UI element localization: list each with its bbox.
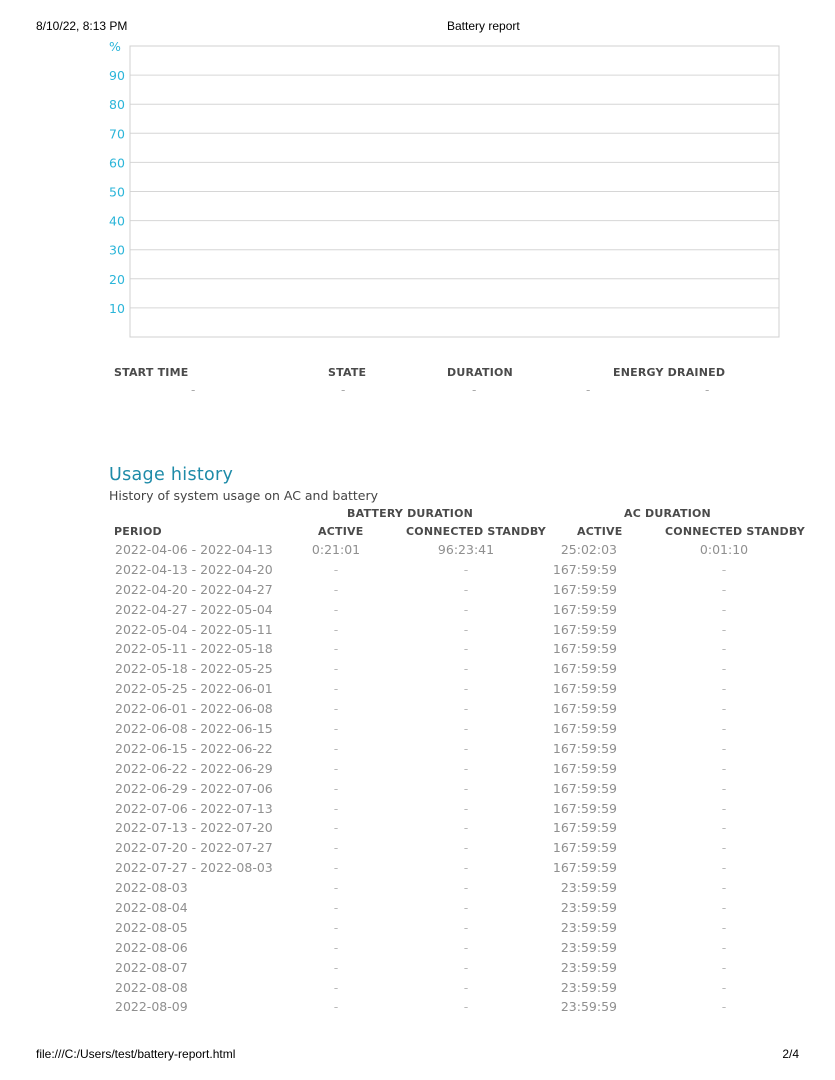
battery-active-cell: -	[333, 561, 339, 577]
ac-active-cell: 23:59:59	[560, 959, 617, 975]
period-cell: 2022-06-22 - 2022-06-29	[115, 760, 273, 776]
ac-standby-cell: -	[721, 701, 727, 717]
ac-standby-cell: -	[721, 621, 727, 637]
period-cell: 2022-08-08	[115, 979, 188, 995]
battery-active-cell: -	[333, 780, 339, 796]
battery-standby-cell: -	[463, 919, 469, 935]
ac-standby-cell: -	[721, 780, 727, 796]
battery-active-cell: -	[333, 959, 339, 975]
battery-active-cell: -	[333, 820, 339, 836]
ac-active-cell: 23:59:59	[560, 979, 617, 995]
table-row	[0, 779, 835, 799]
y-tick-label: 90	[109, 68, 125, 84]
usage-history-title: Usage history	[109, 465, 234, 485]
ac-duration-group: AC DURATION	[624, 507, 711, 520]
drain-cell: -	[705, 383, 710, 397]
battery-active-cell: -	[333, 740, 339, 756]
table-row	[0, 540, 835, 560]
period-cell: 2022-07-27 - 2022-08-03	[115, 860, 273, 876]
battery-standby-cell: -	[463, 979, 469, 995]
table-row	[0, 739, 835, 759]
period-cell: 2022-06-01 - 2022-06-08	[115, 701, 273, 717]
battery-standby-cell: -	[463, 900, 469, 916]
period-cell: 2022-04-06 - 2022-04-13	[115, 542, 273, 557]
ac-standby-cell: -	[721, 939, 727, 955]
battery-active-cell: -	[333, 999, 339, 1015]
battery-active-cell: -	[333, 800, 339, 816]
battery-standby-cell: -	[463, 681, 469, 697]
battery-standby-cell: -	[463, 840, 469, 856]
battery-active-cell: -	[333, 581, 339, 597]
ac-active-cell: 25:02:03	[560, 542, 617, 557]
period-cell: 2022-06-29 - 2022-07-06	[115, 780, 273, 796]
table-row	[0, 600, 835, 620]
battery-standby-cell: -	[463, 561, 469, 577]
table-row	[0, 978, 835, 998]
period-cell: 2022-04-20 - 2022-04-27	[115, 581, 273, 597]
ac-active-cell: 167:59:59	[552, 681, 617, 697]
ac-active-cell: 23:59:59	[560, 880, 617, 896]
ac-standby-cell: -	[721, 661, 727, 677]
usage-history-subtitle: History of system usage on AC and battery	[109, 488, 379, 503]
period-cell: 2022-08-09	[115, 999, 188, 1015]
battery-active-cell: -	[333, 721, 339, 737]
battery-duration-group: BATTERY DURATION	[347, 507, 474, 520]
print-date: 8/10/22, 8:13 PM	[36, 19, 128, 33]
battery-active-cell: -	[333, 760, 339, 776]
ac-active-cell: 23:59:59	[560, 900, 617, 916]
period-cell: 2022-06-15 - 2022-06-22	[115, 740, 273, 756]
battery-standby-cell: -	[463, 721, 469, 737]
y-tick-label: 80	[109, 97, 125, 113]
print-url: file:///C:/Users/test/battery-report.html	[36, 1047, 236, 1061]
period-cell: 2022-07-13 - 2022-07-20	[115, 820, 273, 836]
ac-active-cell: 167:59:59	[552, 760, 617, 776]
table-row	[0, 997, 835, 1017]
table-row	[0, 938, 835, 958]
y-tick-label: 10	[109, 300, 125, 316]
ac-active-cell: 167:59:59	[552, 820, 617, 836]
table-row	[0, 620, 835, 640]
battery-active-cell: -	[333, 840, 339, 856]
table-row	[0, 759, 835, 779]
table-row	[0, 858, 835, 878]
battery-standby-cell: -	[463, 740, 469, 756]
col-ac-connected-standby: CONNECTED STANDBY	[665, 525, 805, 538]
ac-standby-cell: -	[721, 561, 727, 577]
print-title: Battery report	[447, 19, 520, 33]
drain-cell: -	[341, 383, 346, 397]
battery-active-cell: -	[333, 979, 339, 995]
battery-active-cell: -	[333, 939, 339, 955]
ac-standby-cell: -	[721, 919, 727, 935]
period-cell: 2022-05-11 - 2022-05-18	[115, 641, 273, 657]
period-cell: 2022-07-20 - 2022-07-27	[115, 840, 273, 856]
ac-standby-cell: 0:01:10	[699, 542, 749, 557]
drain-cell: -	[586, 383, 591, 397]
battery-standby-cell: -	[463, 939, 469, 955]
print-page-number: 2/4	[782, 1047, 799, 1061]
period-cell: 2022-04-27 - 2022-05-04	[115, 601, 273, 617]
ac-standby-cell: -	[721, 820, 727, 836]
battery-standby-cell: -	[463, 999, 469, 1015]
y-tick-label: 50	[109, 184, 125, 200]
ac-active-cell: 167:59:59	[552, 701, 617, 717]
chart-y-ticks	[109, 40, 125, 316]
table-row	[0, 679, 835, 699]
ac-standby-cell: -	[721, 900, 727, 916]
y-tick-label: 40	[109, 213, 125, 229]
period-cell: 2022-08-03	[115, 880, 188, 896]
table-row	[0, 659, 835, 679]
ac-active-cell: 167:59:59	[552, 840, 617, 856]
battery-standby-cell: -	[463, 701, 469, 717]
battery-standby-cell: -	[463, 860, 469, 876]
col-battery-connected-standby: CONNECTED STANDBY	[406, 525, 546, 538]
chart-grid	[130, 75, 779, 308]
ac-active-cell: 167:59:59	[552, 561, 617, 577]
ac-standby-cell: -	[721, 840, 727, 856]
battery-standby-cell: -	[463, 760, 469, 776]
battery-standby-cell: -	[463, 800, 469, 816]
drain-cell: -	[191, 383, 196, 397]
ac-standby-cell: -	[721, 581, 727, 597]
drain-cell: -	[472, 383, 477, 397]
y-unit-label: %	[109, 40, 121, 54]
period-cell: 2022-05-25 - 2022-06-01	[115, 681, 273, 697]
battery-active-cell: -	[333, 601, 339, 617]
battery-standby-cell: 96:23:41	[437, 542, 495, 557]
ac-standby-cell: -	[721, 979, 727, 995]
battery-active-cell: -	[333, 621, 339, 637]
battery-active-cell: -	[333, 919, 339, 935]
battery-active-cell: -	[333, 860, 339, 876]
ac-active-cell: 167:59:59	[552, 601, 617, 617]
y-tick-label: 20	[109, 271, 125, 287]
ac-standby-cell: -	[721, 959, 727, 975]
table-row	[0, 699, 835, 719]
battery-standby-cell: -	[463, 959, 469, 975]
ac-standby-cell: -	[721, 601, 727, 617]
battery-active-cell: -	[333, 880, 339, 896]
ac-standby-cell: -	[721, 740, 727, 756]
table-row	[0, 958, 835, 978]
period-cell: 2022-07-06 - 2022-07-13	[115, 800, 273, 816]
battery-active-cell: -	[333, 641, 339, 657]
ac-active-cell: 23:59:59	[560, 919, 617, 935]
period-cell: 2022-08-05	[115, 919, 188, 935]
battery-standby-cell: -	[463, 880, 469, 896]
col-energy-drained: ENERGY DRAINED	[613, 366, 726, 379]
table-row	[0, 560, 835, 580]
col-period: PERIOD	[114, 525, 162, 538]
ac-active-cell: 23:59:59	[560, 999, 617, 1015]
period-cell: 2022-05-04 - 2022-05-11	[115, 621, 273, 637]
table-row	[0, 818, 835, 838]
period-cell: 2022-08-07	[115, 959, 188, 975]
ac-active-cell: 167:59:59	[552, 641, 617, 657]
ac-active-cell: 167:59:59	[552, 661, 617, 677]
col-start-time: START TIME	[114, 366, 189, 379]
ac-standby-cell: -	[721, 999, 727, 1015]
battery-standby-cell: -	[463, 661, 469, 677]
ac-active-cell: 23:59:59	[560, 939, 617, 955]
ac-standby-cell: -	[721, 760, 727, 776]
battery-standby-cell: -	[463, 820, 469, 836]
ac-active-cell: 167:59:59	[552, 860, 617, 876]
col-duration: DURATION	[447, 366, 513, 379]
ac-active-cell: 167:59:59	[552, 581, 617, 597]
ac-standby-cell: -	[721, 860, 727, 876]
ac-standby-cell: -	[721, 800, 727, 816]
battery-standby-cell: -	[463, 641, 469, 657]
battery-active-cell: -	[333, 681, 339, 697]
battery-standby-cell: -	[463, 601, 469, 617]
usage-history-table	[0, 540, 835, 1017]
table-row	[0, 918, 835, 938]
table-row	[0, 878, 835, 898]
y-tick-label: 30	[109, 242, 125, 258]
ac-active-cell: 167:59:59	[552, 740, 617, 756]
period-cell: 2022-08-04	[115, 900, 188, 916]
period-cell: 2022-05-18 - 2022-05-25	[115, 661, 273, 677]
table-row	[0, 719, 835, 739]
ac-active-cell: 167:59:59	[552, 621, 617, 637]
ac-active-cell: 167:59:59	[552, 721, 617, 737]
col-state: STATE	[328, 366, 367, 379]
ac-standby-cell: -	[721, 721, 727, 737]
battery-standby-cell: -	[463, 780, 469, 796]
ac-active-cell: 167:59:59	[552, 780, 617, 796]
y-tick-label: 70	[109, 126, 125, 142]
battery-level-chart	[100, 40, 790, 342]
battery-active-cell: -	[333, 900, 339, 916]
col-battery-active: ACTIVE	[318, 525, 364, 538]
ac-active-cell: 167:59:59	[552, 800, 617, 816]
ac-standby-cell: -	[721, 880, 727, 896]
battery-active-cell: 0:21:01	[311, 542, 361, 557]
battery-standby-cell: -	[463, 621, 469, 637]
period-cell: 2022-08-06	[115, 939, 188, 955]
ac-standby-cell: -	[721, 681, 727, 697]
table-row	[0, 799, 835, 819]
battery-active-cell: -	[333, 701, 339, 717]
period-cell: 2022-06-08 - 2022-06-15	[115, 721, 273, 737]
battery-active-cell: -	[333, 661, 339, 677]
y-tick-label: 60	[109, 155, 125, 171]
table-row	[0, 898, 835, 918]
period-cell: 2022-04-13 - 2022-04-20	[115, 561, 273, 577]
table-row	[0, 838, 835, 858]
ac-standby-cell: -	[721, 641, 727, 657]
table-row	[0, 639, 835, 659]
col-ac-active: ACTIVE	[577, 525, 623, 538]
table-row	[0, 580, 835, 600]
battery-standby-cell: -	[463, 581, 469, 597]
